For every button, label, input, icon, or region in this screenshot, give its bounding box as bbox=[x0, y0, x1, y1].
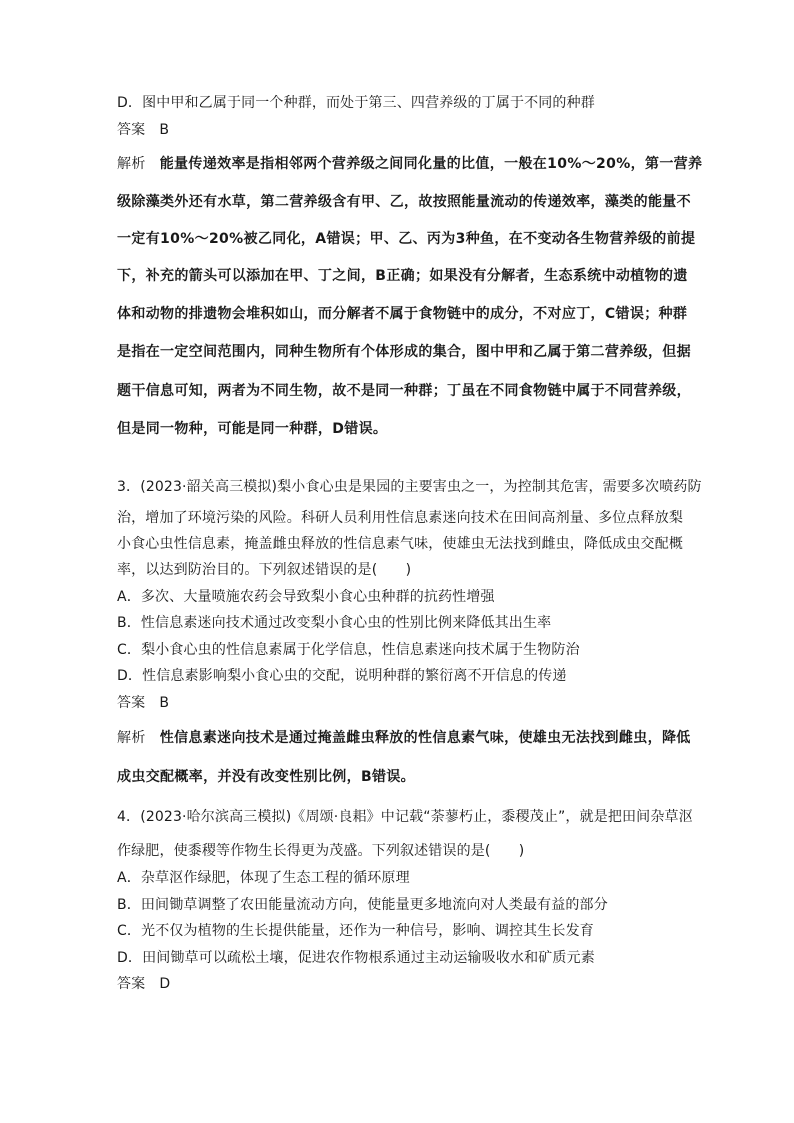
analysis-text: 能量传递效率是指相邻两个营养级之间同化量的比值，一般在10%～20%，第一营养 bbox=[159, 156, 703, 172]
q2-analysis-line: 体和动物的排遗物会堆积如山，而分解者不属于食物链中的成分，不对应丁，C错误；种群 bbox=[117, 306, 688, 322]
q3-analysis-line: 成虫交配概率，并没有改变性别比例，B错误。 bbox=[117, 769, 416, 785]
q2-answer bbox=[117, 121, 687, 139]
q2-analysis-line: 是指在一定空间范围内，同种生物所有个体形成的集合，图中甲和乙属于第二营养级，但据 bbox=[117, 344, 691, 360]
q3-option-b: B．性信息素迷向技术通过改变梨小食心虫的性别比例来降低其出生率 bbox=[117, 615, 552, 631]
q4-answer bbox=[117, 975, 687, 993]
q2-option-d: D．图中甲和乙属于同一个种群，而处于第三、四营养级的丁属于不同的种群 bbox=[117, 95, 595, 111]
answer-value: D bbox=[159, 976, 171, 992]
analysis-text: 性信息素迷向技术是通过掩盖雌虫释放的性信息素气味，使雄虫无法找到雌虫，降低 bbox=[159, 730, 691, 746]
q2-analysis-line: 下，补充的箭头可以添加在甲、丁之间，B正确；如果没有分解者，生态系统中动植物的遗 bbox=[117, 268, 688, 284]
q2-analysis-line bbox=[117, 155, 703, 173]
q3-analysis-line bbox=[117, 729, 691, 747]
answer-value: B bbox=[159, 695, 170, 711]
q3-option-d: D．性信息素影响梨小食心虫的交配，说明种群的繁衍离不开信息的传递 bbox=[117, 668, 567, 684]
q3-answer bbox=[117, 694, 687, 712]
q2-analysis-line: 级除藻类外还有水草，第二营养级含有甲、乙，故按照能量流动的传递效率，藻类的能量不 bbox=[117, 194, 691, 210]
answer-label: 答案 bbox=[117, 695, 146, 711]
q4-option-b: B．田间锄草调整了农田能量流动方向，使能量更多地流向对人类最有益的部分 bbox=[117, 897, 608, 913]
q3-stem-line: 3．(2023·韶关高三模拟)梨小食心虫是果园的主要害虫之一，为控制其危害，需要多次喷药防 bbox=[117, 479, 702, 495]
q4-stem-line: 作绿肥，使黍稷等作物生长得更为茂盛。下列叙述错误的是( ) bbox=[117, 843, 525, 859]
analysis-label: 解析 bbox=[117, 730, 146, 746]
q2-analysis-line: 一定有10%～20%被乙同化，A错误；甲、乙、丙为3种鱼，在不变动各生物营养级的前提 bbox=[117, 231, 696, 247]
q2-analysis-line: 题干信息可知，两者为不同生物，故不是同一种群；丁虽在不同食物链中属于不同营养级， bbox=[117, 383, 691, 399]
analysis-label: 解析 bbox=[117, 156, 146, 172]
q3-stem-line: 治，增加了环境污染的风险。科研人员利用性信息素迷向技术在田间高剂量、多位点释放梨 bbox=[117, 510, 683, 526]
q4-option-c: C．光不仅为植物的生长提供能量，还作为一种信号，影响、调控其生长发育 bbox=[117, 923, 594, 939]
answer-value: B bbox=[159, 122, 170, 138]
answer-label: 答案 bbox=[117, 976, 146, 992]
q4-option-d: D．田间锄草可以疏松土壤，促进农作物根系通过主动运输吸收水和矿质元素 bbox=[117, 950, 595, 966]
answer-label: 答案 bbox=[117, 122, 146, 138]
q2-analysis-line: 但是同一物种，可能是同一种群，D错误。 bbox=[117, 421, 388, 437]
q3-option-a: A．多次、大量喷施农药会导致梨小食心虫种群的抗药性增强 bbox=[117, 589, 495, 605]
q4-option-a: A．杂草沤作绿肥，体现了生态工程的循环原理 bbox=[117, 870, 410, 886]
q3-option-c: C．梨小食心虫的性信息素属于化学信息，性信息素迷向技术属于生物防治 bbox=[117, 642, 580, 658]
q3-stem-line: 率，以达到防治目的。下列叙述错误的是( ) bbox=[117, 562, 412, 578]
q4-stem-line: 4．(2023·哈尔滨高三模拟)《周颂·良耜》中记载“荼蓼朽止，黍稷茂止”，就是把田间杂草沤 bbox=[117, 809, 693, 825]
q3-stem-line: 小食心虫性信息素，掩盖雌虫释放的性信息素气味，使雄虫无法找到雌虫，降低成虫交配概 bbox=[117, 536, 683, 552]
